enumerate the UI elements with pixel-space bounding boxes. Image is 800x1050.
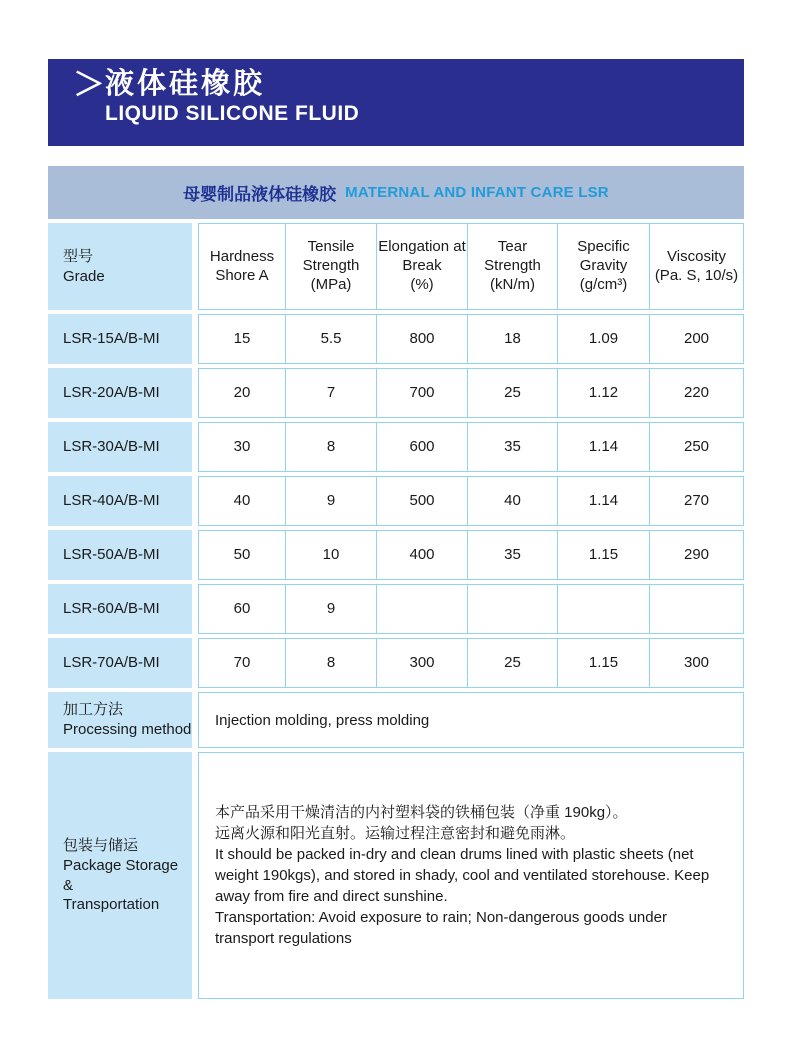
column-header-specific-gravity-text: Gravity	[579, 257, 628, 275]
grade-cell	[48, 584, 192, 634]
value-cell-text: 800	[409, 329, 435, 347]
value-cell-text: 8	[326, 437, 336, 455]
section-title-cn: 母婴制品液体硅橡胶	[183, 185, 337, 204]
value-cell	[558, 530, 650, 580]
value-cell-text: 500	[409, 491, 435, 509]
table-row	[48, 476, 744, 526]
value-cell-text: 9	[326, 491, 336, 509]
value-cell-text: 40	[233, 491, 251, 509]
value-cell-text: 25	[504, 653, 521, 671]
grade-cell-line: LSR-70A/B-MI	[63, 654, 160, 672]
value-cell-text: 5.5	[320, 329, 342, 347]
value-cell-text: 10	[322, 545, 340, 563]
value-cell	[198, 638, 286, 688]
value-cell-text: 18	[504, 329, 521, 347]
grade-cell-line: LSR-30A/B-MI	[63, 438, 160, 456]
value-cell	[650, 476, 744, 526]
value-cell	[286, 422, 377, 472]
value-cell	[650, 314, 744, 364]
package-storage-label-line: Package Storage &	[63, 856, 179, 894]
value-cell-text: 400	[409, 545, 435, 563]
column-header-tensile-strength-text: (MPa)	[310, 275, 352, 293]
processing-method-label-line: 加工方法	[63, 701, 124, 719]
value-cell-text: 15	[233, 329, 251, 347]
processing-method-value	[198, 692, 744, 748]
value-cell	[468, 584, 558, 634]
value-cell	[286, 530, 377, 580]
section-title-en: MATERNAL AND INFANT CARE LSR	[345, 184, 609, 201]
column-header-tear-strength-text: Tear	[497, 238, 528, 256]
column-header-hardness	[198, 223, 286, 310]
value-cell-text: 250	[683, 437, 710, 455]
value-cell-text: 25	[504, 383, 521, 401]
grade-header-cell-line: Grade	[63, 267, 105, 285]
value-cell	[650, 368, 744, 418]
spec-table	[48, 223, 744, 1003]
value-cell	[377, 638, 468, 688]
banner-title-cn: 液体硅橡胶	[105, 68, 266, 100]
value-cell	[558, 368, 650, 418]
value-cell-text: 1.15	[588, 545, 619, 563]
package-storage-text-text: 本产品采用干燥清洁的内衬塑料袋的铁桶包装（净重 190kg）。	[215, 804, 628, 821]
grade-cell-line: LSR-60A/B-MI	[63, 600, 160, 618]
table-row	[48, 638, 744, 688]
column-header-viscosity	[650, 223, 744, 310]
value-cell	[198, 476, 286, 526]
column-header-tensile-strength-text: Strength	[302, 257, 360, 275]
value-cell	[377, 314, 468, 364]
grade-cell-line: LSR-15A/B-MI	[63, 330, 160, 348]
processing-method-value-text: Injection molding, press molding	[215, 711, 430, 729]
grade-cell-line: LSR-20A/B-MI	[63, 384, 160, 402]
value-cell	[286, 314, 377, 364]
column-header-elongation-text: Elongation at	[378, 238, 466, 256]
package-storage-text-text: 远离火源和阳光直射。运输过程注意密封和避免雨淋。	[215, 825, 576, 842]
package-storage-label	[48, 752, 192, 999]
value-cell-text: 7	[326, 383, 336, 401]
value-cell-text: 30	[233, 437, 251, 455]
value-cell	[198, 368, 286, 418]
value-cell	[377, 476, 468, 526]
section-header	[48, 166, 744, 219]
value-cell	[468, 314, 558, 364]
package-storage-text-text: Transportation: Avoid exposure to rain; Non-dangerous goods under transport regulations	[215, 909, 667, 947]
value-cell-text: 9	[326, 599, 336, 617]
grade-header-cell	[48, 223, 192, 310]
value-cell-text: 1.14	[588, 437, 619, 455]
value-cell	[650, 422, 744, 472]
value-cell	[650, 530, 744, 580]
value-cell	[286, 368, 377, 418]
value-cell	[558, 584, 650, 634]
value-cell	[286, 476, 377, 526]
column-header-tear-strength-text: Strength	[484, 257, 541, 275]
value-cell	[468, 422, 558, 472]
column-header-tensile-strength-text: Tensile	[307, 238, 355, 256]
table-row	[48, 530, 744, 580]
value-cell-text: 200	[683, 329, 710, 347]
grade-cell	[48, 422, 192, 472]
value-cell-text: 60	[233, 599, 251, 617]
value-cell-text: 20	[233, 383, 251, 401]
column-header-viscosity-text: Viscosity	[667, 247, 726, 265]
value-cell-text: 300	[409, 653, 435, 671]
chevron-right-icon: ＞	[73, 66, 106, 102]
value-cell-text: 40	[504, 491, 521, 509]
value-cell-text: 600	[409, 437, 435, 455]
value-cell	[558, 314, 650, 364]
value-cell-text: 220	[683, 383, 710, 401]
grade-cell	[48, 314, 192, 364]
value-cell	[558, 476, 650, 526]
value-cell-text: 1.09	[588, 329, 619, 347]
value-cell	[377, 530, 468, 580]
value-cell	[377, 368, 468, 418]
column-header-tear-strength	[468, 223, 558, 310]
grade-cell	[48, 476, 192, 526]
grade-cell-line: LSR-40A/B-MI	[63, 492, 160, 510]
grade-cell	[48, 530, 192, 580]
value-cell-text: 50	[233, 545, 251, 563]
page-banner	[48, 59, 744, 146]
column-header-tear-strength-text: (kN/m)	[490, 275, 535, 293]
value-cell	[377, 584, 468, 634]
value-cell-text: 700	[409, 383, 435, 401]
value-cell-text: 1.12	[588, 383, 619, 401]
value-cell	[558, 638, 650, 688]
value-cell-text: 35	[504, 545, 521, 563]
column-header-elongation-text: (%)	[410, 275, 434, 293]
grade-cell-line: LSR-50A/B-MI	[63, 546, 160, 564]
value-cell	[468, 476, 558, 526]
column-header-specific-gravity-text: (g/cm³)	[579, 275, 628, 293]
value-cell	[286, 584, 377, 634]
value-cell	[198, 422, 286, 472]
banner-title-en: LIQUID SILICONE FLUID	[105, 102, 360, 126]
column-header-specific-gravity-text: Specific	[577, 238, 630, 256]
value-cell-text: 1.15	[588, 653, 619, 671]
value-cell	[198, 530, 286, 580]
processing-method-label-line: Processing method	[63, 721, 192, 738]
package-storage-label-line: 包装与储运	[63, 836, 139, 854]
value-cell-text: 270	[683, 491, 710, 509]
package-storage-row	[48, 752, 744, 999]
value-cell	[558, 422, 650, 472]
value-cell	[377, 422, 468, 472]
value-cell	[650, 584, 744, 634]
value-cell	[198, 584, 286, 634]
value-cell	[468, 638, 558, 688]
column-header-elongation	[377, 223, 468, 310]
table-row	[48, 422, 744, 472]
package-storage-label-line: Transportation	[63, 896, 160, 914]
table-row	[48, 584, 744, 634]
table-row	[48, 368, 744, 418]
value-cell-text: 35	[504, 437, 521, 455]
value-cell-text: 1.14	[588, 491, 619, 509]
value-cell	[468, 368, 558, 418]
value-cell	[286, 638, 377, 688]
column-header-viscosity-text: (Pa. S, 10/s)	[654, 266, 739, 284]
package-storage-text	[198, 752, 744, 999]
column-header-hardness-text: Hardness	[209, 247, 275, 265]
banner-titles	[105, 59, 744, 128]
value-cell-text: 290	[683, 545, 710, 563]
column-header-hardness-text: Shore A	[215, 266, 269, 284]
column-header-specific-gravity	[558, 223, 650, 310]
table-row	[48, 314, 744, 364]
processing-method-label	[48, 692, 192, 748]
package-storage-text-text: It should be packed in-dry and clean drums lined with plastic sheets (net weight 190kgs), and stored in shady, cool and ventilated storehouse. Keep away from fire and direct sunshine.	[215, 846, 710, 905]
grade-header-cell-line: 型号	[63, 247, 94, 265]
value-cell-text: 70	[233, 653, 251, 671]
grade-cell	[48, 638, 192, 688]
value-cell	[468, 530, 558, 580]
table-header-row	[48, 223, 744, 310]
value-cell-text: 300	[683, 653, 710, 671]
processing-method-row	[48, 692, 744, 748]
value-cell-text: 8	[326, 653, 336, 671]
grade-cell	[48, 368, 192, 418]
value-cell	[650, 638, 744, 688]
column-header-tensile-strength	[286, 223, 377, 310]
value-cell	[198, 314, 286, 364]
column-header-elongation-text: Break	[402, 257, 442, 275]
